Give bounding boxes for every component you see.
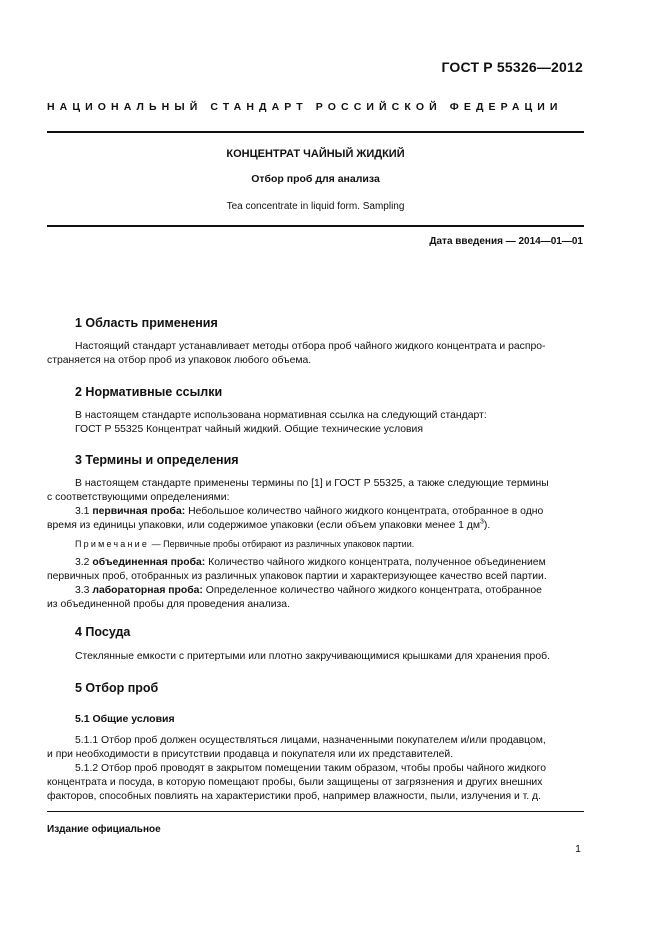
document-title: КОНЦЕНТРАТ ЧАЙНЫЙ ЖИДКИЙ xyxy=(226,148,405,160)
term-3-1-superscript: 3 xyxy=(479,518,484,526)
section-4-line-1: Стеклянные емкости с притертыми или плотно закручивающимися крышками для хранения проб. xyxy=(75,651,550,662)
section-3-text xyxy=(47,477,584,533)
section-4-heading: 4 Посуда xyxy=(75,625,131,639)
header-rule xyxy=(47,131,584,133)
title-rule xyxy=(47,225,584,227)
section-3-heading: 3 Термины и определения xyxy=(75,453,239,467)
term-3-3-line-1 xyxy=(47,584,584,598)
edition-label: Издание официальное xyxy=(47,824,161,835)
para-5-1-2-line-2: концентрата и посуда, в которую помещают пробы, были защищены от загрязнения и других внешних xyxy=(47,777,543,788)
term-3-1-line-2 xyxy=(47,519,584,533)
term-3-1-line-1 xyxy=(47,505,584,519)
term-3-1-name: первичная проба: xyxy=(92,506,186,517)
section-4-text xyxy=(47,650,584,664)
note-label: Примечание xyxy=(75,539,150,549)
section-1-line-2: страняется на отбор проб из упаковок любого объема. xyxy=(47,355,312,366)
term-3-2-line-2: первичных проб, отобранных из различных упаковок партии и характеризующее качество всей партии. xyxy=(47,571,547,582)
subsection-5-1-heading: 5.1 Общие условия xyxy=(75,713,175,725)
standard-number: ГОСТ Р 55326—2012 xyxy=(441,59,583,75)
para-5-1-2-line-1: 5.1.2 Отбор проб проводят в закрытом помещении таким образом, чтобы пробы чайного жидкого xyxy=(75,763,546,774)
section-2-line-1: В настоящем стандарте использована нормативная ссылка на следующий стандарт: xyxy=(75,410,487,421)
section-3-intro-line-2: с соответствующими определениями: xyxy=(47,492,230,503)
term-3-2-name: объединенная проба: xyxy=(92,557,206,568)
section-5-heading: 5 Отбор проб xyxy=(75,681,159,695)
footer-rule xyxy=(47,811,584,812)
english-title: Tea concentrate in liquid form. Sampling xyxy=(226,201,405,212)
section-2-heading: 2 Нормативные ссылки xyxy=(75,385,223,399)
term-3-2-number: 3.2 xyxy=(75,557,93,568)
para-5-1-1-line-2: и при необходимости в присутствии продавца и покупателя или их представителей. xyxy=(47,749,454,760)
section-3-terms-continued xyxy=(47,556,584,612)
note-3-1 xyxy=(75,539,414,549)
term-3-3-number: 3.3 xyxy=(75,585,93,596)
page-number: 1 xyxy=(575,843,581,855)
section-1-heading: 1 Область применения xyxy=(75,316,218,330)
section-1-text xyxy=(47,340,584,368)
section-2-text xyxy=(47,409,584,437)
document-subtitle: Отбор проб для анализа xyxy=(251,173,380,185)
term-3-1-number: 3.1 xyxy=(75,506,93,517)
introduction-date: Дата введения — 2014—01—01 xyxy=(429,236,583,247)
term-3-2-definition-1: Количество чайного жидкого концентрата, полученное объединением xyxy=(205,557,546,568)
term-3-1-end: ). xyxy=(483,520,491,531)
term-3-3-definition-1: Определенное количество чайного жидкого концентрата, отобранное xyxy=(202,585,542,596)
term-3-1-definition-1: Небольшое количество чайного жидкого концентрата, отобранное в одно xyxy=(185,506,544,517)
national-standard-banner: НАЦИОНАЛЬНЫЙ СТАНДАРТ РОССИЙСКОЙ ФЕДЕРАЦИИ xyxy=(47,101,563,113)
section-5-text xyxy=(47,734,584,804)
section-2-line-2: ГОСТ Р 55325 Концентрат чайный жидкий. Общие технические условия xyxy=(75,424,423,435)
term-3-3-line-2: из объединенной пробы для проведения анализа. xyxy=(47,599,290,610)
note-text: — Первичные пробы отбирают из различных упаковок партии. xyxy=(149,539,415,549)
term-3-1-definition-2: время из единицы упаковки, или содержимое упаковки (если объем упаковки менее 1 дм xyxy=(47,520,480,531)
para-5-1-1-line-1: 5.1.1 Отбор проб должен осуществляться лицами, назначенными покупателем и/или продавцом, xyxy=(75,735,546,746)
term-3-2-line-1 xyxy=(47,556,584,570)
section-3-intro-line-1: В настоящем стандарте применены термины по [1] и ГОСТ Р 55325, а также следующие термины xyxy=(75,478,549,489)
section-1-line-1: Настоящий стандарт устанавливает методы отбора проб чайного жидкого концентрата и распро- xyxy=(75,341,546,352)
term-3-3-name: лабораторная проба: xyxy=(92,585,203,596)
para-5-1-2-line-3: факторов, способных повлиять на характеристики проб, например влажности, пыли, излучения и т. д. xyxy=(47,791,541,802)
